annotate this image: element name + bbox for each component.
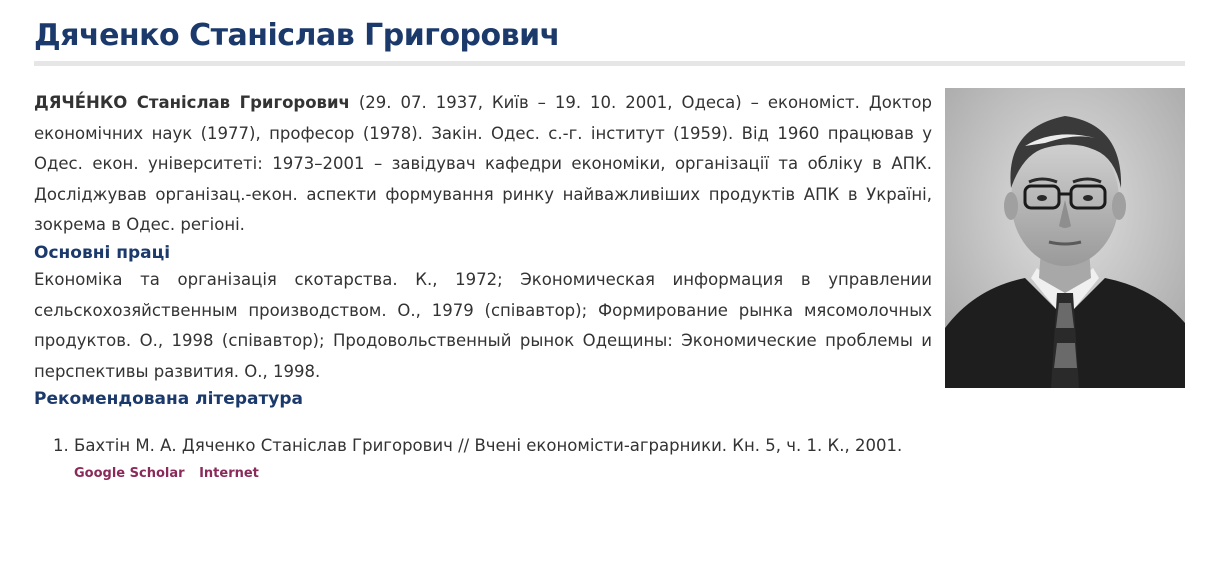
- portrait-photo: [945, 88, 1185, 388]
- person-name: ДЯЧЕ́НКО Станіслав Григорович: [34, 93, 350, 112]
- literature-item-text: Бахтін М. А. Дяченко Станіслав Григорович // Вчені економісти-аграрники. Кн. 5, ч. 1. К., 2001.: [74, 436, 903, 456]
- literature-list: [34, 433, 932, 483]
- portrait-illustration: [945, 88, 1185, 388]
- internet-link[interactable]: Internet: [199, 466, 259, 482]
- literature-item-links: [74, 465, 932, 483]
- biography-text: (29. 07. 1937, Київ – 19. 10. 2001, Одеса) – економіст. Доктор економічних наук (1977), професор (1978). Закін. Одес. с.-г. інститут (1959). Від 1960 працював у Одес. екон. університеті: 1973–2001 – завідувач кафедри економіки, організації та обліку в АПК. Досліджував організац.-екон. аспекти формування ринку найважливіших продуктів АПК в Україні, зокрема в Одес. регіоні.: [34, 93, 932, 235]
- article: [34, 0, 1185, 483]
- title-divider: [34, 61, 1185, 66]
- google-scholar-link[interactable]: Google Scholar: [74, 466, 185, 482]
- works-heading: Основні праці: [34, 242, 171, 263]
- article-text: [34, 88, 932, 483]
- literature-item: [74, 433, 932, 483]
- literature-heading: Рекомендована література: [34, 389, 304, 410]
- works-paragraph: Економіка та організація скотарства. К., 1972; Экономическая информация в управлении сельскохозяйственным производством. О., 1979 (співавтор); Формирование рынка мясомолочных продуктов. О., 1998 (співавтор); Продовольственный рынок Одещины: Экономические проблемы и перспективы развития. О., 1998.: [34, 269, 932, 381]
- biography-paragraph: [34, 88, 932, 241]
- page-title: Дяченко Станіслав Григорович: [34, 18, 560, 53]
- article-content: [34, 88, 1185, 483]
